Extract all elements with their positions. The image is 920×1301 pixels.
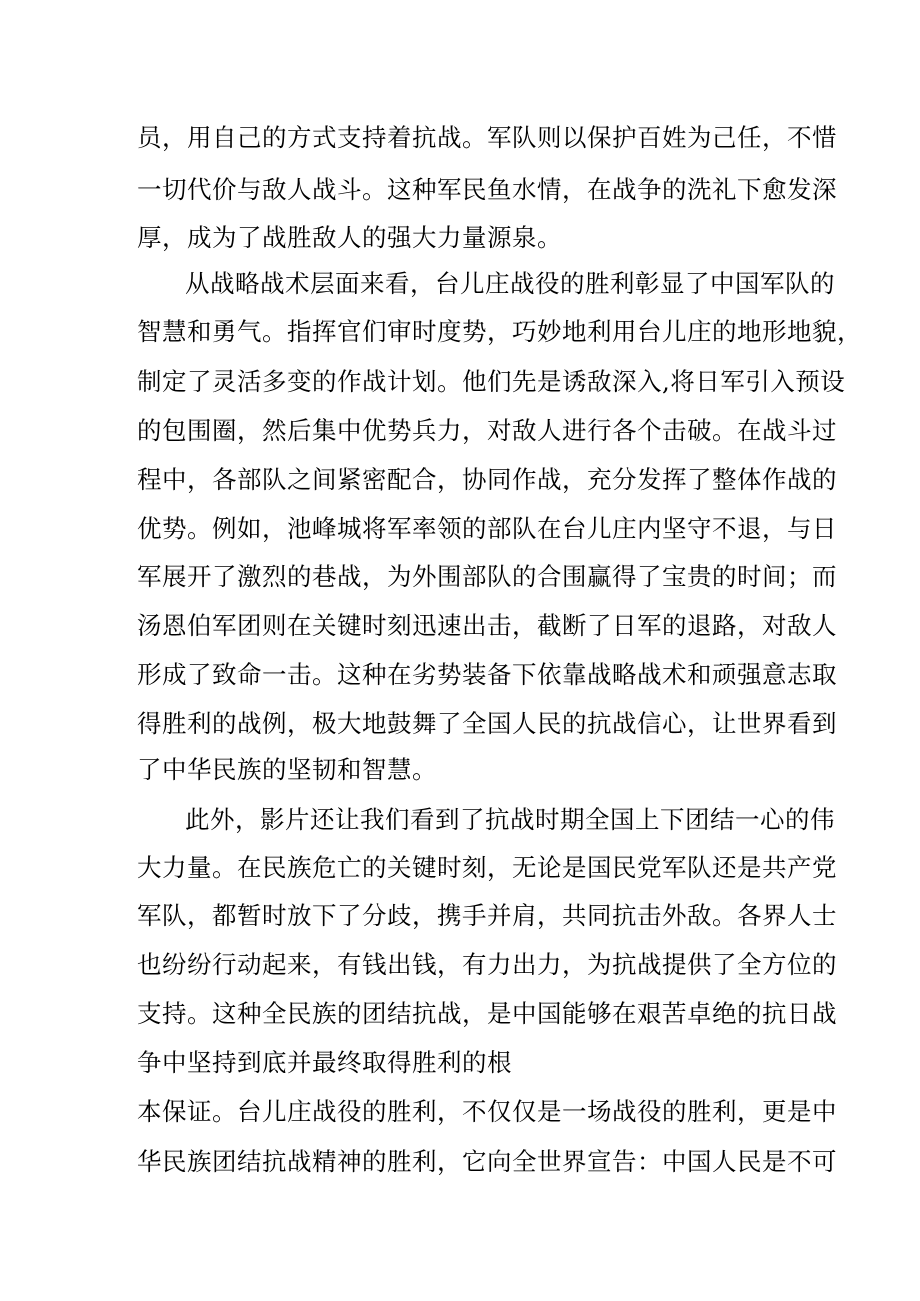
text-line: 智慧和勇气。指挥官们审时度势，巧妙地利用台儿庄的地形地貌，: [137, 317, 862, 346]
text-line: 华民族团结抗战精神的胜利，它向全世界宣告：中国人民是不可: [137, 1147, 837, 1176]
text-line: 厚，成为了战胜敌人的强大力量源泉。: [137, 223, 562, 252]
text-line: 军队，都暂时放下了分歧，携手并肩，共同抗击外敌。各界人士: [137, 901, 837, 930]
text-line: 汤恩伯军团则在关键时刻迅速出击，截断了日军的退路，对敌人: [137, 611, 837, 640]
text-line: 优势。例如，池峰城将军率领的部队在台儿庄内坚守不退，与日: [137, 514, 837, 543]
text-line: 支持。这种全民族的团结抗战，是中国能够在艰苦卓绝的抗日战: [137, 999, 837, 1028]
text-line: 也纷纷行动起来，有钱出钱，有力出力，为抗战提供了全方位的: [137, 950, 837, 979]
text-line: 大力量。在民族危亡的关键时刻，无论是国民党军队还是共产党: [137, 853, 837, 882]
text-line: 从战略战术层面来看，台儿庄战役的胜利彰显了中国军队的: [185, 269, 835, 298]
text-line: 军展开了激烈的巷战，为外围部队的合围赢得了宝贵的时间；而: [137, 562, 837, 591]
text-line: 程中，各部队之间紧密配合，协同作战，充分发挥了整体作战的: [137, 465, 837, 494]
text-line: 了中华民族的坚韧和智慧。: [137, 755, 437, 784]
text-line: 此外，影片还让我们看到了抗战时期全国上下团结一心的伟: [185, 805, 835, 834]
text-line: 的包围圈，然后集中优势兵力，对敌人进行各个击破。在战斗过: [137, 416, 837, 445]
text-line: 制定了灵活多变的作战计划。他们先是诱敌深入,将日军引入预设: [137, 367, 846, 396]
text-line: 形成了致命一击。这种在劣势装备下依靠战略战术和顽强意志取: [137, 660, 837, 689]
text-line: 本保证。台儿庄战役的胜利，不仅仅是一场战役的胜利，更是中: [137, 1097, 837, 1126]
text-line: 员，用自己的方式支持着抗战。军队则以保护百姓为己任，不惜: [137, 123, 837, 152]
text-line: 争中坚持到底并最终取得胜利的根: [137, 1048, 512, 1077]
text-line: 得胜利的战例，极大地鼓舞了全国人民的抗战信心，让世界看到: [137, 709, 837, 738]
text-line: 一切代价与敌人战斗。这种军民鱼水情，在战争的洗礼下愈发深: [137, 175, 837, 204]
